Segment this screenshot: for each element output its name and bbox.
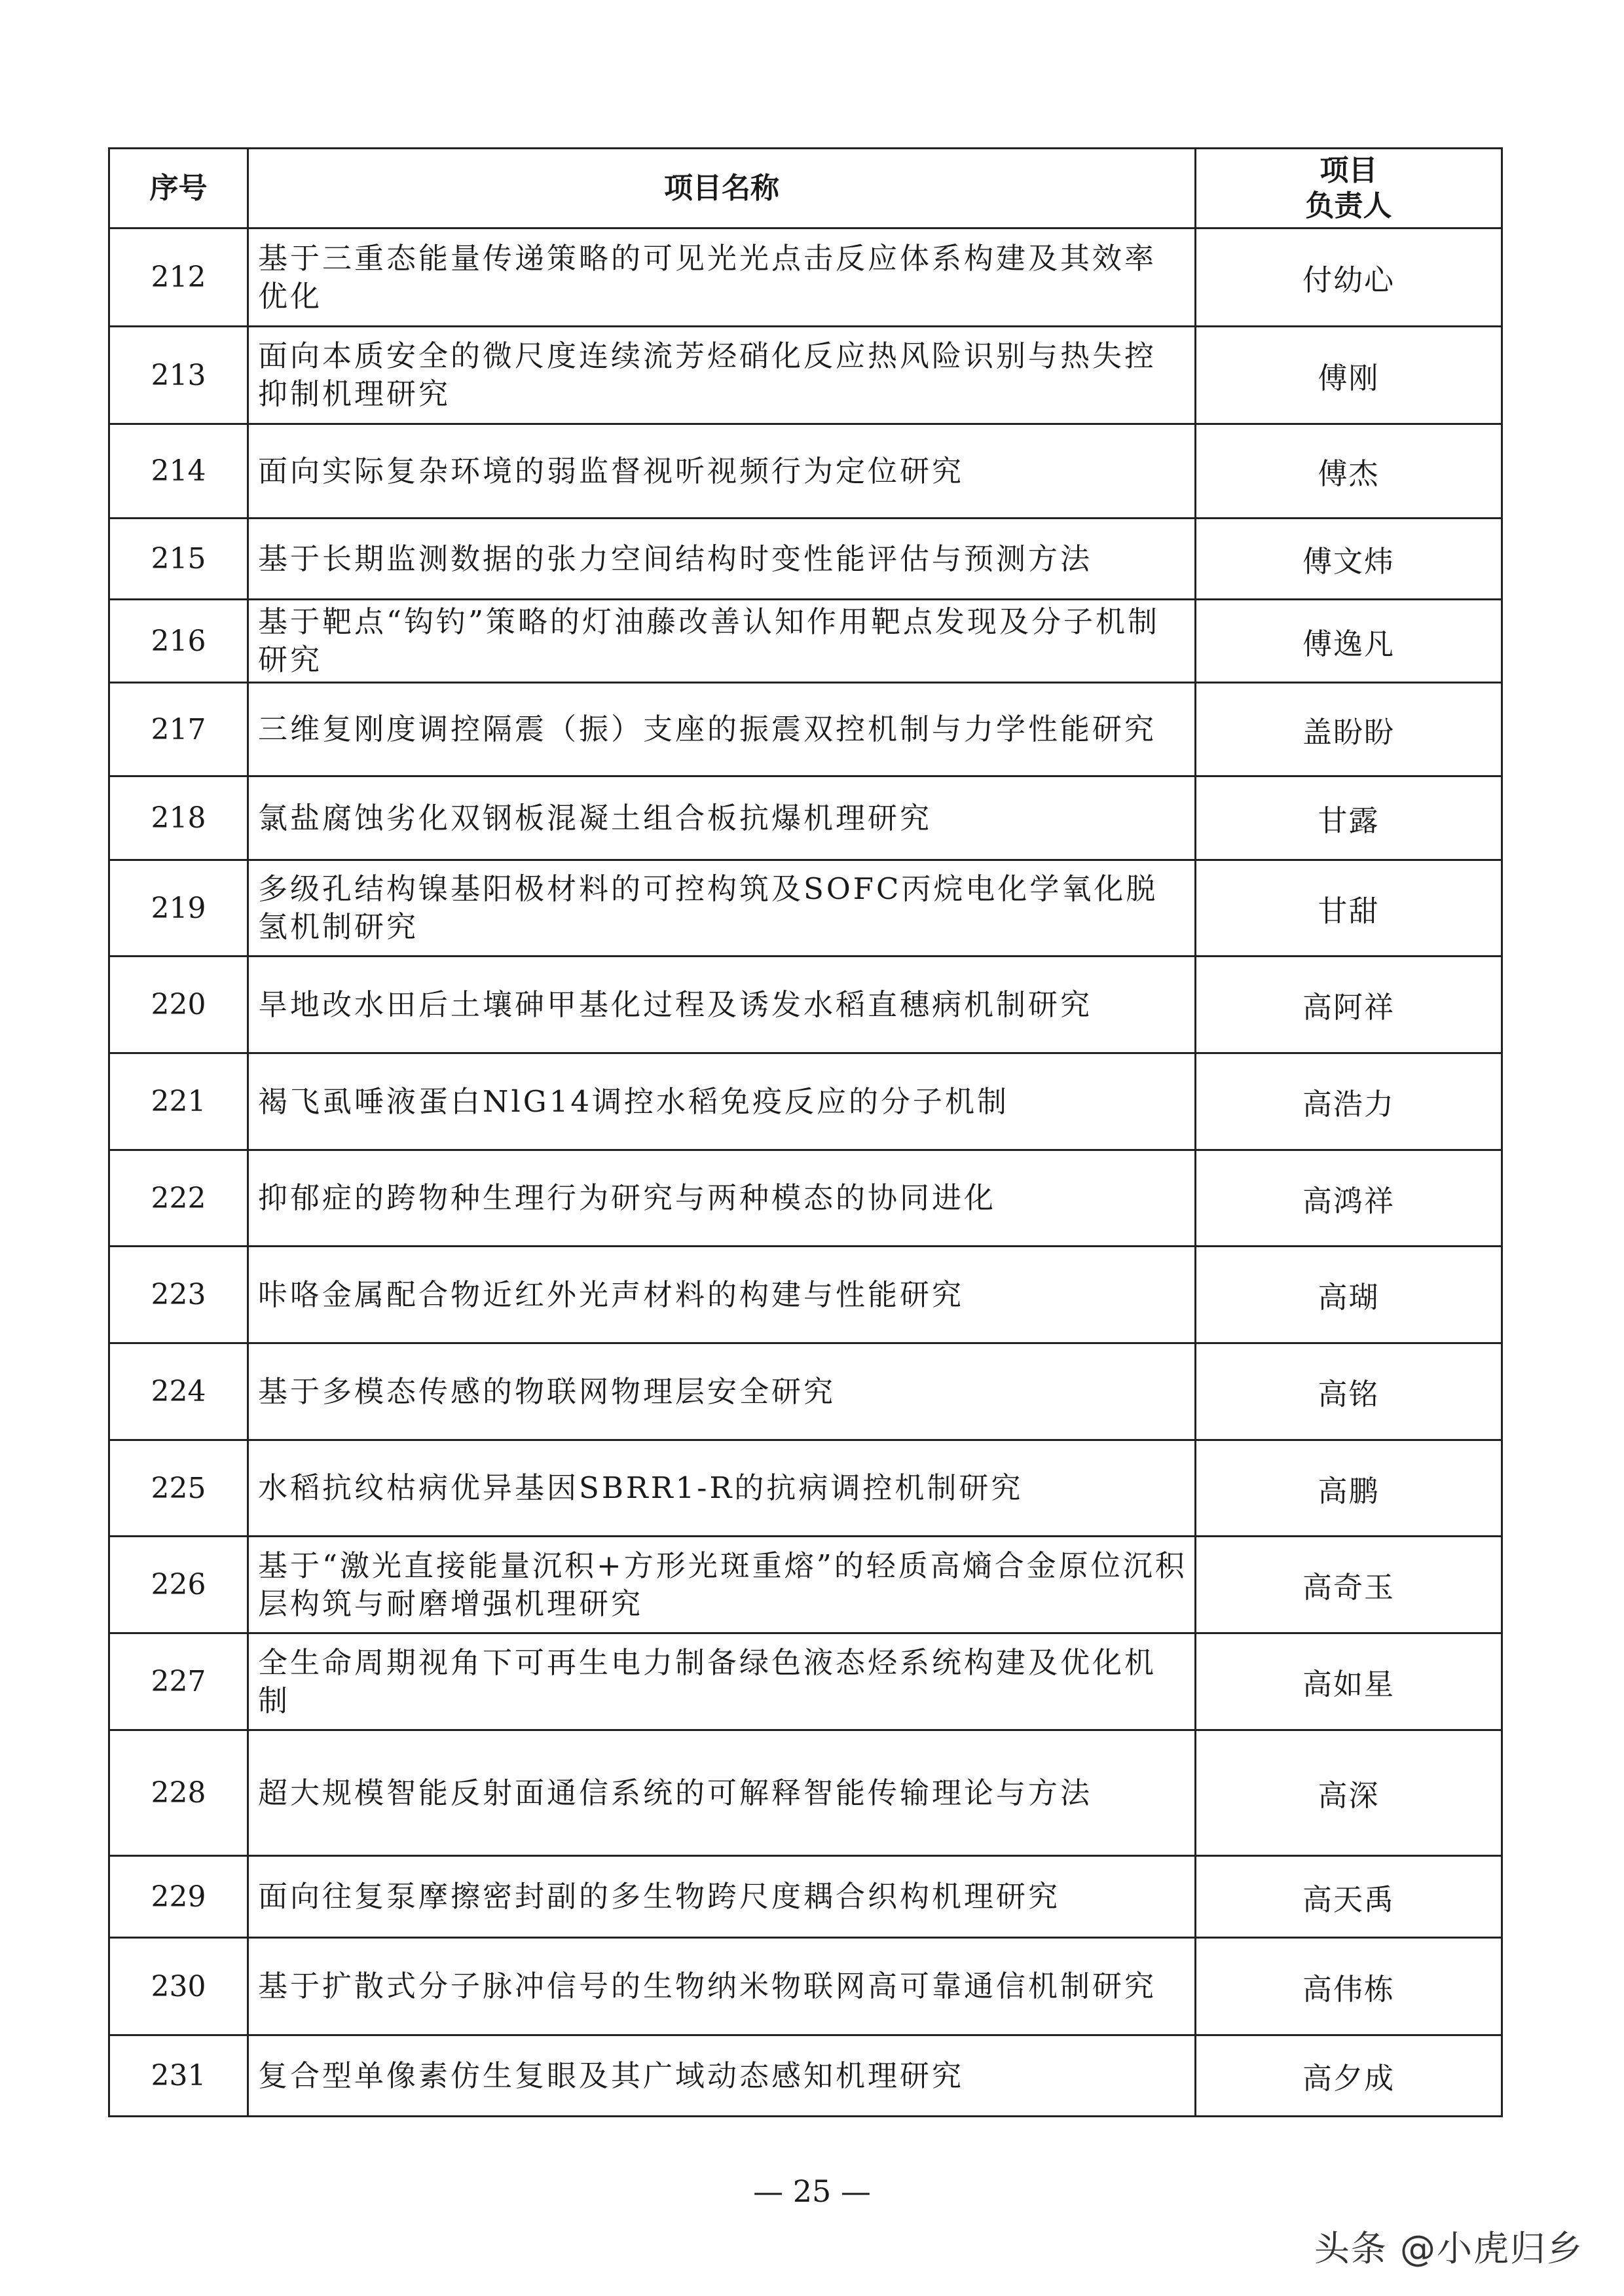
row-number: 217 — [109, 683, 248, 776]
project-leader: 傅文炜 — [1196, 519, 1502, 600]
row-number: 225 — [109, 1440, 248, 1537]
table-row — [109, 327, 1502, 424]
project-name: 多级孔结构镍基阳极材料的可控构筑及SOFC丙烷电化学氧化脱氢机制研究 — [248, 860, 1196, 957]
project-table — [108, 147, 1503, 2117]
table-row — [109, 1633, 1502, 1730]
project-leader: 高如星 — [1196, 1633, 1502, 1730]
header-seq: 序号 — [109, 149, 248, 228]
row-number: 230 — [109, 1938, 248, 2035]
project-leader: 高夕成 — [1196, 2035, 1502, 2117]
project-leader: 高奇玉 — [1196, 1537, 1502, 1633]
table-row — [109, 860, 1502, 957]
project-name: 褐飞虱唾液蛋白NlG14调控水稻免疫反应的分子机制 — [248, 1053, 1196, 1150]
project-name: 旱地改水田后土壤砷甲基化过程及诱发水稻直穗病机制研究 — [248, 957, 1196, 1053]
row-number: 228 — [109, 1730, 248, 1856]
project-name: 全生命周期视角下可再生电力制备绿色液态烃系统构建及优化机制 — [248, 1633, 1196, 1730]
table-row — [109, 1440, 1502, 1537]
table-row — [109, 1150, 1502, 1247]
row-number: 223 — [109, 1247, 248, 1343]
project-name: 基于三重态能量传递策略的可见光光点击反应体系构建及其效率优化 — [248, 228, 1196, 327]
header-project-name: 项目名称 — [248, 149, 1196, 228]
row-number: 222 — [109, 1150, 248, 1247]
project-name: 咔咯金属配合物近红外光声材料的构建与性能研究 — [248, 1247, 1196, 1343]
project-leader: 傅逸凡 — [1196, 600, 1502, 683]
project-leader: 高鸿祥 — [1196, 1150, 1502, 1247]
page-number: — 25 — — [753, 2174, 871, 2209]
table-row — [109, 228, 1502, 327]
row-number: 215 — [109, 519, 248, 600]
project-leader: 付幼心 — [1196, 228, 1502, 327]
project-name: 面向往复泵摩擦密封副的多生物跨尺度耦合织构机理研究 — [248, 1856, 1196, 1938]
project-name: 基于靶点“钩钓”策略的灯油藤改善认知作用靶点发现及分子机制研究 — [248, 600, 1196, 683]
row-number: 224 — [109, 1343, 248, 1440]
row-number: 214 — [109, 424, 248, 519]
row-number: 229 — [109, 1856, 248, 1938]
header-leader-line2: 负责人 — [1305, 189, 1392, 223]
row-number: 219 — [109, 860, 248, 957]
project-name: 氯盐腐蚀劣化双钢板混凝土组合板抗爆机理研究 — [248, 776, 1196, 860]
project-name: 面向本质安全的微尺度连续流芳烃硝化反应热风险识别与热失控抑制机理研究 — [248, 327, 1196, 424]
row-number: 221 — [109, 1053, 248, 1150]
table-row — [109, 1537, 1502, 1633]
table-row — [109, 1247, 1502, 1343]
project-leader: 高浩力 — [1196, 1053, 1502, 1150]
watermark-text: 头条 @小虎归乡 — [1314, 2228, 1583, 2269]
table-row — [109, 1730, 1502, 1856]
table-row — [109, 776, 1502, 860]
project-name: 基于长期监测数据的张力空间结构时变性能评估与预测方法 — [248, 519, 1196, 600]
project-name: 三维复刚度调控隔震（振）支座的振震双控机制与力学性能研究 — [248, 683, 1196, 776]
project-leader: 甘露 — [1196, 776, 1502, 860]
row-number: 227 — [109, 1633, 248, 1730]
project-leader: 盖盼盼 — [1196, 683, 1502, 776]
project-name: 基于扩散式分子脉冲信号的生物纳米物联网高可靠通信机制研究 — [248, 1938, 1196, 2035]
project-table-container — [108, 147, 1501, 2117]
row-number: 226 — [109, 1537, 248, 1633]
project-leader: 高天禹 — [1196, 1856, 1502, 1938]
project-name: 基于多模态传感的物联网物理层安全研究 — [248, 1343, 1196, 1440]
table-row — [109, 1856, 1502, 1938]
project-leader: 高阿祥 — [1196, 957, 1502, 1053]
project-leader: 高瑚 — [1196, 1247, 1502, 1343]
project-leader: 傅刚 — [1196, 327, 1502, 424]
row-number: 213 — [109, 327, 248, 424]
project-name: 复合型单像素仿生复眼及其广域动态感知机理研究 — [248, 2035, 1196, 2117]
project-leader: 高鹏 — [1196, 1440, 1502, 1537]
row-number: 212 — [109, 228, 248, 327]
table-row — [109, 2035, 1502, 2117]
table-row — [109, 1053, 1502, 1150]
table-row — [109, 600, 1502, 683]
table-row — [109, 1343, 1502, 1440]
project-leader: 傅杰 — [1196, 424, 1502, 519]
table-header-row — [109, 149, 1502, 228]
table-row — [109, 1938, 1502, 2035]
project-name: 基于“激光直接能量沉积+方形光斑重熔”的轻质高熵合金原位沉积层构筑与耐磨增强机理研究 — [248, 1537, 1196, 1633]
project-leader: 高铭 — [1196, 1343, 1502, 1440]
project-leader: 甘甜 — [1196, 860, 1502, 957]
row-number: 220 — [109, 957, 248, 1053]
project-name: 超大规模智能反射面通信系统的可解释智能传输理论与方法 — [248, 1730, 1196, 1856]
table-row — [109, 683, 1502, 776]
header-leader-line1: 项目 — [1320, 153, 1378, 187]
project-name: 面向实际复杂环境的弱监督视听视频行为定位研究 — [248, 424, 1196, 519]
row-number: 216 — [109, 600, 248, 683]
project-leader: 高伟栋 — [1196, 1938, 1502, 2035]
table-row — [109, 424, 1502, 519]
header-leader — [1196, 149, 1502, 228]
project-name: 抑郁症的跨物种生理行为研究与两种模态的协同进化 — [248, 1150, 1196, 1247]
table-row — [109, 957, 1502, 1053]
row-number: 218 — [109, 776, 248, 860]
project-name: 水稻抗纹枯病优异基因SBRR1-R的抗病调控机制研究 — [248, 1440, 1196, 1537]
row-number: 231 — [109, 2035, 248, 2117]
project-leader: 高深 — [1196, 1730, 1502, 1856]
table-row — [109, 519, 1502, 600]
